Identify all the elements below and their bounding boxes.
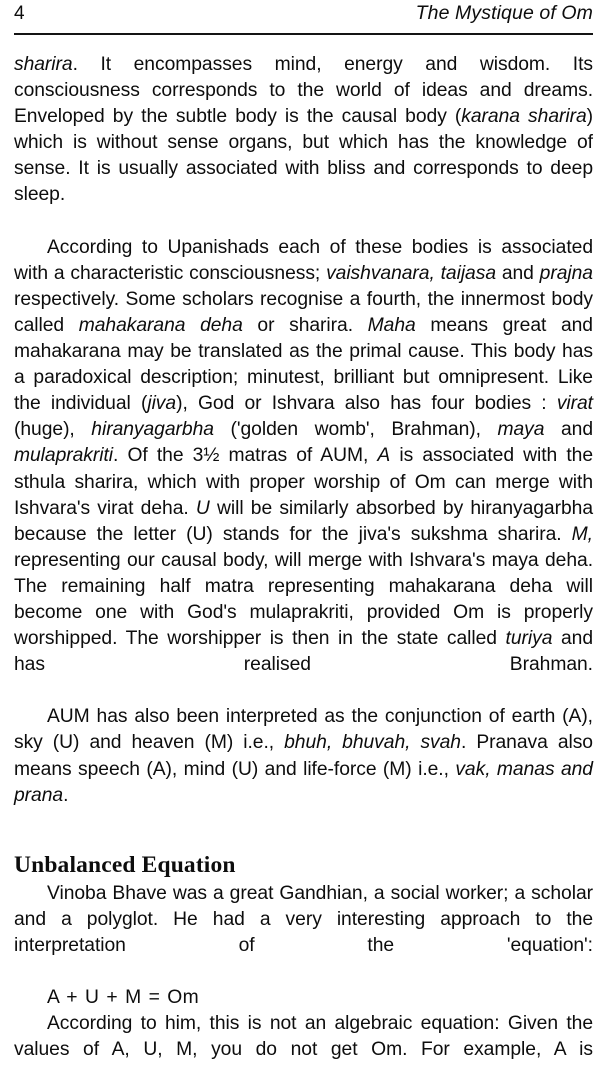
- header-divider: [14, 33, 593, 35]
- italic-term-vaishvanara-taijasa: vaishvanara, taijasa: [326, 262, 496, 284]
- text-run: and: [544, 419, 593, 441]
- display-equation: A + U + M = Om: [47, 987, 199, 1009]
- paragraph-1: [14, 52, 593, 235]
- italic-term-bhuh-bhuvah-svah: bhuh, bhuvah, svah: [284, 732, 461, 754]
- text-run: and has realised Brahman.: [14, 628, 593, 676]
- text-run: representing our causal body, will merge with Ishvara's maya deha. The remaining half matra representing mahakarana deha will become one with God's mulaprakriti, provided Om is properly worshipped. The worshipper is then in the state called: [14, 549, 593, 650]
- text-run: ), God or Ishvara also has four bodies :: [176, 393, 557, 415]
- paragraph-4: [14, 881, 593, 985]
- italic-term-prajna: prajna: [539, 262, 593, 284]
- italic-term-karana-sharira: karana sharira: [461, 106, 587, 128]
- text-run: or sharira.: [242, 314, 368, 336]
- italic-letter-u: U: [195, 497, 210, 519]
- italic-term-maha: Maha: [367, 314, 416, 336]
- text-run: means great and mahakarana may be translated as the primal cause. This body has a paradoxical description; minutest, brilliant but omnipresent. Like the individual (: [14, 314, 593, 415]
- text-run: ) which is without sense organs, but which has the knowledge of sense. It is usually associated with bliss and corresponds to deep sleep.: [14, 106, 594, 206]
- italic-term-sharira: sharira: [14, 54, 73, 75]
- book-title: The Mystique of Om: [415, 2, 593, 24]
- italic-letter-m: M,: [571, 523, 593, 545]
- text-run: (huge),: [14, 419, 92, 441]
- italic-term-hiranyagarbha: hiranyagarbha: [91, 419, 214, 441]
- body-column: [14, 52, 596, 1090]
- paragraph-2: [14, 235, 593, 705]
- page-number: 4: [14, 3, 25, 24]
- paragraph-5: [14, 1011, 593, 1089]
- italic-term-mahakarana-deha: mahakarana deha: [78, 314, 243, 336]
- italic-term-turiya: turiya: [505, 628, 553, 650]
- text-run: . It encompasses mind, energy and wisdom. Its consciousness corresponds to the world of ideas and dreams. Enveloped by the subtle body is the causal body (: [14, 54, 593, 128]
- italic-term-jiva: jiva: [147, 393, 177, 415]
- text-run: .: [63, 784, 69, 806]
- italic-term-maya: maya: [497, 419, 545, 441]
- running-head: [14, 0, 596, 30]
- text-run: Vinoba Bhave was a great Gandhian, a social worker; a scholar and a polyglot. He had a very interesting approach to the interpretation of the 'equation':: [14, 882, 593, 956]
- italic-term-virat: virat: [556, 393, 593, 415]
- text-run: will be similarly absorbed by hiranyagarbha because the letter (U) stands for the jiva's sukshma sharira.: [14, 497, 593, 545]
- section-heading: Unbalanced Equation: [14, 851, 236, 878]
- text-run: and: [496, 262, 540, 284]
- italic-letter-a: A: [377, 445, 391, 467]
- text-run: According to him, this is not an algebraic equation: Given the values of A, U, M, you do not get Om. For example, A is: [14, 1013, 593, 1061]
- paragraph-3: [14, 704, 593, 834]
- italic-term-vak-manas-prana: vak, manas and prana: [14, 758, 593, 806]
- text-run: . Of the 3½ matras of AUM,: [113, 445, 378, 467]
- text-run: . Pranava also means speech (A), mind (U) and life-force (M) i.e.,: [14, 732, 593, 780]
- text-run: respectively. Some scholars recognise a fourth, the innermost body called: [14, 288, 593, 336]
- text-run: is associated with the sthula sharira, which with proper worship of Om can merge with Ishvara's virat deha.: [14, 445, 593, 519]
- text-run: AUM has also been interpreted as the conjunction of earth (A), sky (U) and heaven (M) i.e.,: [14, 706, 593, 754]
- text-run: ('golden womb', Brahman),: [213, 419, 498, 441]
- text-run: According to Upanishads each of these bodies is associated with a characteristic consciousness;: [14, 236, 593, 284]
- italic-term-mulaprakriti: mulaprakriti: [14, 445, 114, 467]
